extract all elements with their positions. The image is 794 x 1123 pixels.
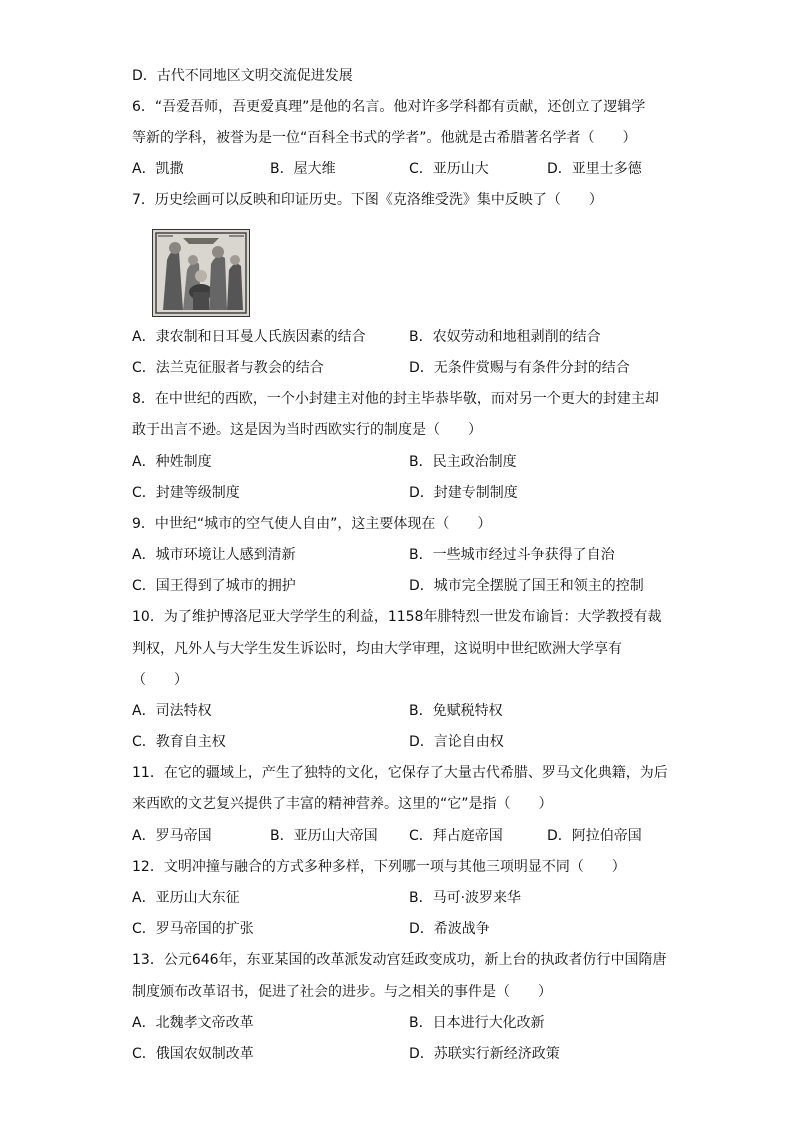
q10-option-c: C．教育自主权 [132, 734, 226, 750]
q11-option-c: C．拜占庭帝国 [409, 828, 503, 844]
q10-option-b: B．免赋税特权 [409, 703, 503, 719]
q13-stem-line-2: 制度颁布改革诏书，促进了社会的进步。与之相关的事件是（ ） [132, 984, 552, 1000]
q12-option-b: B．马可·波罗来华 [409, 890, 522, 906]
q12-stem-line-1: 12．文明冲撞与融合的方式多种多样，下列哪一项与其他三项明显不同（ ） [132, 859, 626, 875]
q9-option-a: A．城市环境让人感到清新 [132, 547, 296, 563]
q8-option-a: A．种姓制度 [132, 454, 212, 470]
q9-option-d: D．城市完全摆脱了国王和领主的控制 [409, 578, 644, 594]
q6-stem-line-2: 等新的学科，被誉为是一位“百科全书式的学者”。他就是古希腊著名学者（ ） [132, 130, 637, 146]
q6-option-a: A．凯撒 [132, 161, 184, 177]
q11-stem-line-2: 来西欧的文艺复兴提供了丰富的精神营养。这里的“它”是指（ ） [132, 796, 553, 812]
q7-option-d: D．无条件赏赐与有条件分封的结合 [409, 360, 630, 376]
q12-option-d: D．希波战争 [409, 921, 490, 937]
q13-option-d: D．苏联实行新经济政策 [409, 1046, 560, 1062]
q8-stem-line-2: 敢于出言不逊。这是因为当时西欧实行的制度是（ ） [132, 422, 482, 438]
q6-stem-line-1: 6．“吾爱吾师，吾更爱真理”是他的名言。他对许多学科都有贡献，还创立了逻辑学 [132, 99, 646, 115]
clovis-baptism-painting-icon [152, 229, 250, 317]
q11-option-b: B．亚历山大帝国 [270, 828, 378, 844]
q7-option-c: C．法兰克征服者与教会的结合 [132, 360, 324, 376]
q7-option-b: B．农奴劳动和地租剥削的结合 [409, 329, 601, 345]
q9-option-b: B．一些城市经过斗争获得了自治 [409, 547, 615, 563]
q8-option-b: B．民主政治制度 [409, 454, 517, 470]
q8-option-c: C．封建等级制度 [132, 485, 240, 501]
q12-option-a: A．亚历山大东征 [132, 890, 240, 906]
q10-stem-line-1: 10．为了维护博洛尼亚大学学生的利益，1158年腓特烈一世发布谕旨：大学教授有裁 [132, 609, 662, 625]
q10-option-d: D．言论自由权 [409, 734, 504, 750]
q8-stem-line-1: 8．在中世纪的西欧，一个小封建主对他的封主毕恭毕敬，而对另一个更大的封建主却 [132, 391, 659, 407]
q7-option-a: A．隶农制和日耳曼人氏族因素的结合 [132, 329, 366, 345]
q8-option-d: D．封建专制制度 [409, 485, 518, 501]
q9-stem-line-1: 9．中世纪“城市的空气使人自由”，这主要体现在（ ） [132, 516, 492, 532]
q13-option-b: B．日本进行大化改新 [409, 1015, 545, 1031]
painting-illustration [153, 230, 249, 316]
q13-stem-line-1: 13．公元646年，东亚某国的改革派发动宫廷政变成功，新上台的执政者仿行中国隋唐 [132, 952, 667, 968]
q11-option-a: A．罗马帝国 [132, 828, 212, 844]
q12-option-c: C．罗马帝国的扩张 [132, 921, 254, 937]
q10-option-a: A．司法特权 [132, 703, 212, 719]
q10-stem-line-2: 判权，凡外人与大学生发生诉讼时，均由大学审理，这说明中世纪欧洲大学享有 [132, 641, 622, 657]
q6-option-d: D．亚里士多德 [547, 161, 642, 177]
q11-stem-line-1: 11．在它的疆域上，产生了独特的文化，它保存了大量古代希腊、罗马文化典籍，为后 [132, 765, 668, 781]
q11-option-d: D．阿拉伯帝国 [547, 828, 642, 844]
q9-option-c: C．国王得到了城市的拥护 [132, 578, 296, 594]
q7-stem-line-1: 7．历史绘画可以反映和印证历史。下图《克洛维受洗》集中反映了（ ） [132, 192, 603, 208]
q5-option-d: D．古代不同地区文明交流促进发展 [132, 68, 353, 84]
q6-option-b: B．屋大维 [270, 161, 336, 177]
q6-option-c: C．亚历山大 [409, 161, 489, 177]
q13-option-c: C．俄国农奴制改革 [132, 1046, 254, 1062]
q10-stem-line-3: （ ） [132, 672, 188, 688]
q13-option-a: A．北魏孝文帝改革 [132, 1015, 254, 1031]
